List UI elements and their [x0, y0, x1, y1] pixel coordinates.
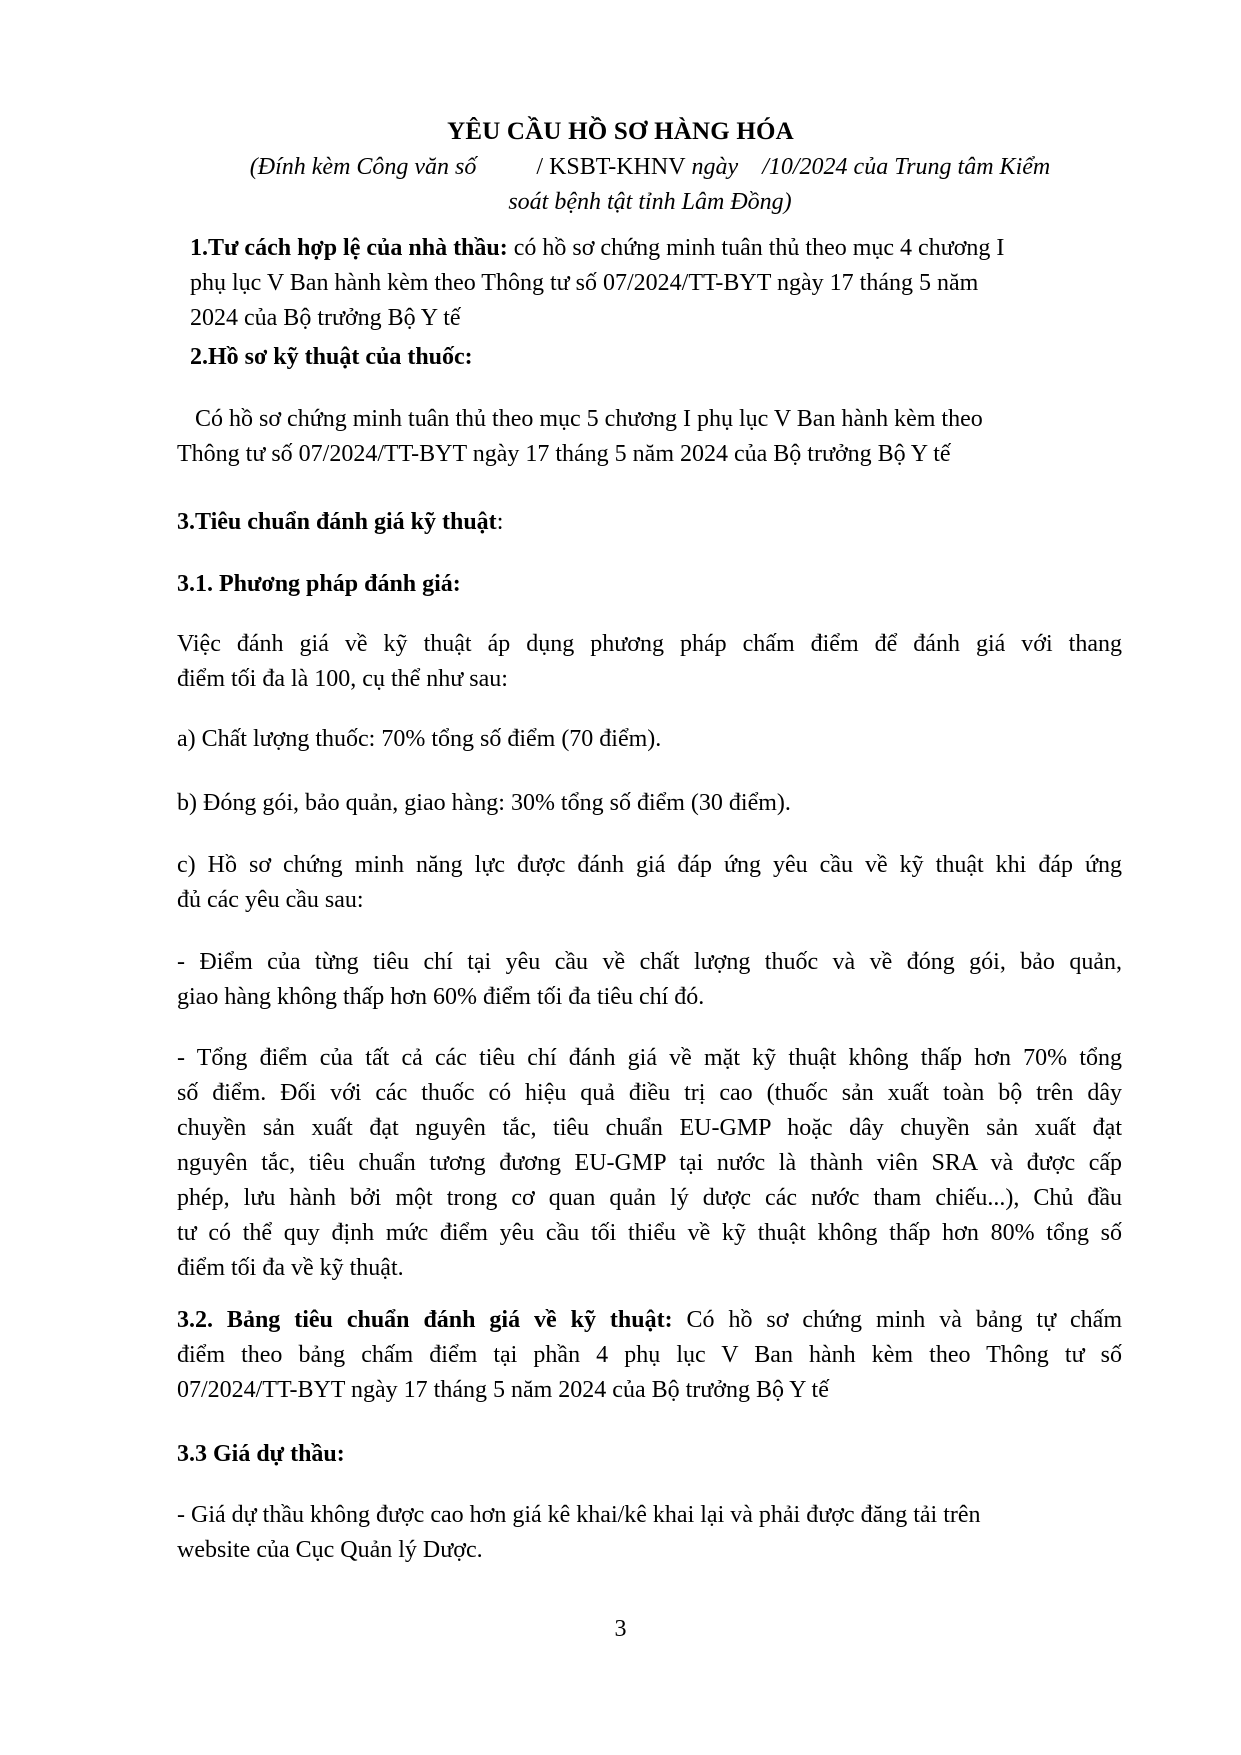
bullet-2-line: - Tổng điểm của tất cả các tiêu chí đánh giá về mặt kỹ thuật không thấp hơn 70% tổng — [177, 1045, 1122, 1071]
section-3-1-heading: 3.1. Phương pháp đánh giá: — [177, 571, 461, 597]
section-3-3-line1: - Giá dự thầu không được cao hơn giá kê khai/kê khai lại và phải được đăng tải trên — [177, 1502, 981, 1528]
subtitle-part3: ngày — [691, 154, 739, 180]
section-1 — [190, 231, 1110, 336]
subtitle-part5: soát bệnh tật tỉnh Lâm Đồng) — [508, 189, 792, 215]
section-3-2-heading: 3.2. Bảng tiêu chuẩn đánh giá về kỹ thuật: — [177, 1307, 673, 1333]
section-3-2-line1: Có hồ sơ chứng minh và bảng tự chấm — [686, 1307, 1123, 1333]
document-subtitle — [200, 150, 1100, 220]
item-c — [177, 848, 1122, 918]
section-3-heading-suffix: : — [496, 509, 504, 535]
section-1-line1: có hồ sơ chứng minh tuân thủ theo mục 4 chương I — [513, 235, 1005, 261]
document-title: YÊU CẦU HỒ SƠ HÀNG HÓA — [447, 118, 794, 145]
subtitle-part4: /10/2024 của Trung tâm Kiểm — [762, 154, 1051, 180]
bullet-1-line2: giao hàng không thấp hơn 60% điểm tối đa tiêu chí đó. — [177, 984, 705, 1010]
section-3-heading — [177, 505, 1122, 540]
section-3-3-body — [177, 1498, 1122, 1568]
section-3-2 — [177, 1303, 1122, 1408]
section-3-3-line2: website của Cục Quản lý Dược. — [177, 1537, 483, 1563]
section-2-line1: Có hồ sơ chứng minh tuân thủ theo mục 5 chương I phụ lục V Ban hành kèm theo — [195, 406, 983, 432]
section-3-2-line3: 07/2024/TT-BYT ngày 17 tháng 5 năm 2024 của Bộ trưởng Bộ Y tế — [177, 1377, 829, 1403]
section-3-heading-text: 3.Tiêu chuẩn đánh giá kỹ thuật — [177, 509, 497, 535]
section-2-body — [177, 402, 1122, 472]
bullet-2-line: tư có thể quy định mức điểm yêu cầu tối thiểu về kỹ thuật không thấp hơn 80% tổng số — [177, 1220, 1122, 1246]
section-3-1-intro-line2: điểm tối đa là 100, cụ thể như sau: — [177, 666, 508, 692]
item-c-line1: c) Hồ sơ chứng minh năng lực được đánh giá đáp ứng yêu cầu về kỹ thuật khi đáp ứng — [177, 852, 1122, 878]
bullet-1 — [177, 945, 1122, 1015]
section-3-3-heading: 3.3 Giá dự thầu: — [177, 1441, 345, 1467]
item-c-line2: đủ các yêu cầu sau: — [177, 887, 364, 913]
subtitle-part2: / KSBT-KHNV — [536, 154, 686, 180]
bullet-2-line: số điểm. Đối với các thuốc có hiệu quả điều trị cao (thuốc sản xuất toàn bộ trên dây — [177, 1080, 1122, 1106]
section-3-2-line2: điểm theo bảng chấm điểm tại phần 4 phụ lục V Ban hành kèm theo Thông tư số — [177, 1342, 1122, 1368]
section-1-line2: phụ lục V Ban hành kèm theo Thông tư số 07/2024/TT-BYT ngày 17 tháng 5 năm — [190, 270, 979, 296]
bullet-2 — [177, 1041, 1122, 1286]
bullet-1-line1: - Điểm của từng tiêu chí tại yêu cầu về chất lượng thuốc và về đóng gói, bảo quản, — [177, 949, 1122, 975]
section-3-1-intro-line1: Việc đánh giá về kỹ thuật áp dụng phương pháp chấm điểm để đánh giá với thang — [177, 631, 1122, 657]
section-1-heading: 1.Tư cách hợp lệ của nhà thầu: — [190, 235, 508, 261]
section-2-heading: 2.Hồ sơ kỹ thuật của thuốc: — [190, 344, 473, 370]
bullet-2-line: nguyên tắc, tiêu chuẩn tương đương EU-GMP tại nước là thành viên SRA và được cấp — [177, 1150, 1122, 1176]
item-a: a) Chất lượng thuốc: 70% tổng số điểm (70 điểm). — [177, 726, 662, 752]
section-3-1-intro — [177, 627, 1122, 697]
bullet-2-line: phép, lưu hành bởi một trong cơ quan quản lý dược các nước tham chiếu...), Chủ đầu — [177, 1185, 1122, 1211]
item-b: b) Đóng gói, bảo quản, giao hàng: 30% tổng số điểm (30 điểm). — [177, 790, 791, 816]
bullet-2-line: chuyền sản xuất đạt nguyên tắc, tiêu chuẩn EU-GMP hoặc dây chuyền sản xuất đạt — [177, 1115, 1122, 1141]
bullet-2-line: điểm tối đa về kỹ thuật. — [177, 1255, 404, 1281]
subtitle-part1: (Đính kèm Công văn số — [249, 154, 477, 180]
section-2-line2: Thông tư số 07/2024/TT-BYT ngày 17 tháng 5 năm 2024 của Bộ trưởng Bộ Y tế — [177, 441, 951, 467]
section-1-line3: 2024 của Bộ trưởng Bộ Y tế — [190, 305, 461, 331]
page-number: 3 — [614, 1616, 627, 1642]
